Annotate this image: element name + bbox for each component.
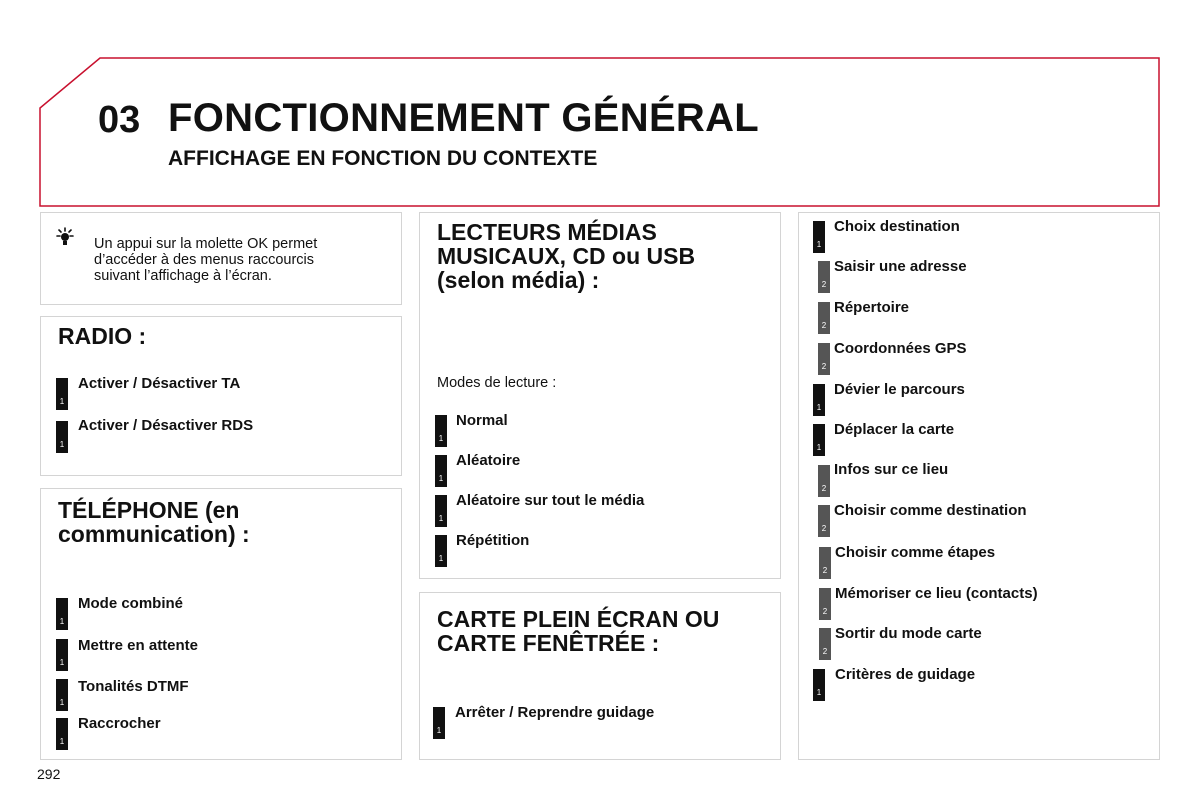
radio-title: RADIO : (58, 323, 147, 349)
media-title: (selon média) : (437, 267, 600, 293)
menu-item: Mémoriser ce lieu (contacts) (835, 585, 1038, 602)
menu-item: Activer / Désactiver RDS (78, 417, 254, 434)
level-badge: 1 (435, 455, 447, 487)
level-badge: 1 (435, 415, 447, 447)
menu-item: Déplacer la carte (834, 421, 955, 438)
menu-item: Répertoire (834, 299, 910, 316)
menu-item: Aléatoire (456, 452, 521, 469)
tip-text-line: d’accéder à des menus raccourcis (94, 252, 315, 268)
media-title: MUSICAUX, CD ou USB (437, 243, 696, 269)
menu-item: Mode combiné (78, 595, 184, 612)
level-badge: 2 (818, 343, 830, 375)
menu-item: Choix destination (834, 218, 960, 235)
menu-item: Mettre en attente (78, 637, 199, 654)
map-title: CARTE PLEIN ÉCRAN OU (437, 606, 720, 632)
level-badge: 1 (56, 639, 68, 671)
lightbulb-icon (55, 227, 75, 247)
level-badge: 2 (818, 465, 830, 497)
menu-item: Répétition (456, 532, 530, 549)
menu-item: Coordonnées GPS (834, 340, 967, 357)
map-section (419, 592, 781, 760)
map-title: CARTE FENÊTRÉE : (437, 630, 660, 656)
level-badge: 1 (56, 679, 68, 711)
menu-item: Choisir comme étapes (835, 544, 996, 561)
media-title: LECTEURS MÉDIAS (437, 219, 657, 245)
level-badge: 2 (819, 588, 831, 620)
level-badge: 1 (56, 598, 68, 630)
menu-item: Saisir une adresse (834, 258, 967, 275)
page-number: 292 (37, 766, 61, 782)
menu-item: Activer / Désactiver TA (78, 375, 241, 392)
telephone-title: TÉLÉPHONE (en (58, 497, 240, 523)
level-badge: 1 (813, 221, 825, 253)
menu-item: Aléatoire sur tout le média (456, 492, 645, 509)
menu-item: Sortir du mode carte (835, 625, 982, 642)
page-title: FONCTIONNEMENT GÉNÉRAL (168, 96, 760, 140)
menu-item: Raccrocher (78, 715, 161, 732)
chapter-number: 03 (98, 99, 141, 141)
level-badge: 1 (435, 495, 447, 527)
page-subtitle: AFFICHAGE EN FONCTION DU CONTEXTE (168, 147, 598, 170)
level-badge: 2 (818, 261, 830, 293)
menu-item: Tonalités DTMF (78, 678, 189, 695)
level-badge: 2 (819, 628, 831, 660)
level-badge: 1 (813, 424, 825, 456)
menu-item: Arrêter / Reprendre guidage (455, 704, 655, 721)
menu-item: Normal (456, 412, 508, 429)
level-badge: 2 (818, 505, 830, 537)
menu-item: Infos sur ce lieu (834, 461, 949, 478)
telephone-title: communication) : (58, 521, 250, 547)
level-badge: 1 (433, 707, 445, 739)
level-badge: 1 (56, 378, 68, 410)
radio-section (40, 316, 402, 476)
level-badge: 2 (818, 302, 830, 334)
menu-item: Dévier le parcours (834, 381, 965, 398)
tip-text-line: Un appui sur la molette OK permet (94, 236, 318, 252)
level-badge: 1 (435, 535, 447, 567)
menu-item: Critères de guidage (835, 666, 976, 683)
level-badge: 1 (56, 421, 68, 453)
tip-box (40, 212, 402, 305)
tip-text-line: suivant l’affichage à l’écran. (94, 268, 272, 284)
level-badge: 1 (813, 384, 825, 416)
modes-label: Modes de lecture : (437, 375, 557, 391)
level-badge: 1 (813, 669, 825, 701)
media-section (419, 212, 781, 579)
level-badge: 2 (819, 547, 831, 579)
menu-item: Choisir comme destination (834, 502, 1027, 519)
level-badge: 1 (56, 718, 68, 750)
